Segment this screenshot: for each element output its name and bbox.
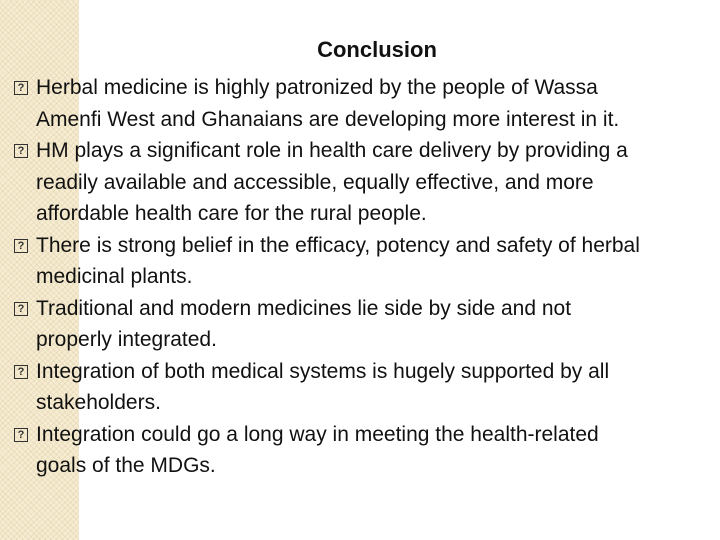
bullet-line: Integration could go a long way in meeting the health-related bbox=[36, 422, 599, 446]
bullet-line: HM plays a significant role in health care delivery by providing a bbox=[36, 139, 628, 162]
bullet-text bbox=[36, 135, 720, 230]
bullet-item-5 bbox=[14, 356, 720, 419]
bullet-item-3 bbox=[14, 230, 720, 293]
bullet-line: readily available and accessible, equally effective, and more bbox=[36, 170, 594, 194]
bullet-line: Integration of both medical systems is hugely supported by all bbox=[36, 359, 610, 383]
bullet-text bbox=[36, 293, 720, 356]
bullet-box-icon: ? bbox=[14, 144, 28, 158]
bullet-line: goals of the MDGs. bbox=[36, 454, 216, 477]
bullet-line: stakeholders. bbox=[36, 391, 161, 414]
bullet-text bbox=[36, 356, 720, 419]
bullet-box-icon: ? bbox=[14, 302, 28, 316]
bullet-item-6 bbox=[14, 419, 720, 482]
bullet-box-icon: ? bbox=[14, 365, 28, 379]
bullet-box-icon: ? bbox=[14, 81, 28, 95]
bullet-line: affordable health care for the rural people. bbox=[36, 202, 427, 225]
bullet-line: Amenfi West and Ghanaians are developing more interest in it. bbox=[36, 107, 620, 131]
bullet-line: properly integrated. bbox=[36, 328, 217, 351]
bullet-box-icon: ? bbox=[14, 239, 28, 253]
slide-title: Conclusion bbox=[317, 37, 437, 62]
bullet-line: Traditional and modern medicines lie side by side and not bbox=[36, 296, 572, 320]
bullet-box-icon: ? bbox=[14, 428, 28, 442]
bullet-text bbox=[36, 419, 720, 482]
bullet-item-1 bbox=[14, 72, 720, 135]
bullet-text bbox=[36, 72, 720, 135]
bullet-line: Herbal medicine is highly patronized by the people of Wassa bbox=[36, 76, 598, 99]
bullet-line: There is strong belief in the efficacy, potency and safety of herbal bbox=[36, 233, 640, 257]
bullet-line: medicinal plants. bbox=[36, 265, 193, 288]
bullet-item-2 bbox=[14, 135, 720, 230]
bullet-list bbox=[14, 72, 720, 482]
bullet-item-4 bbox=[14, 293, 720, 356]
bullet-text bbox=[36, 230, 720, 293]
